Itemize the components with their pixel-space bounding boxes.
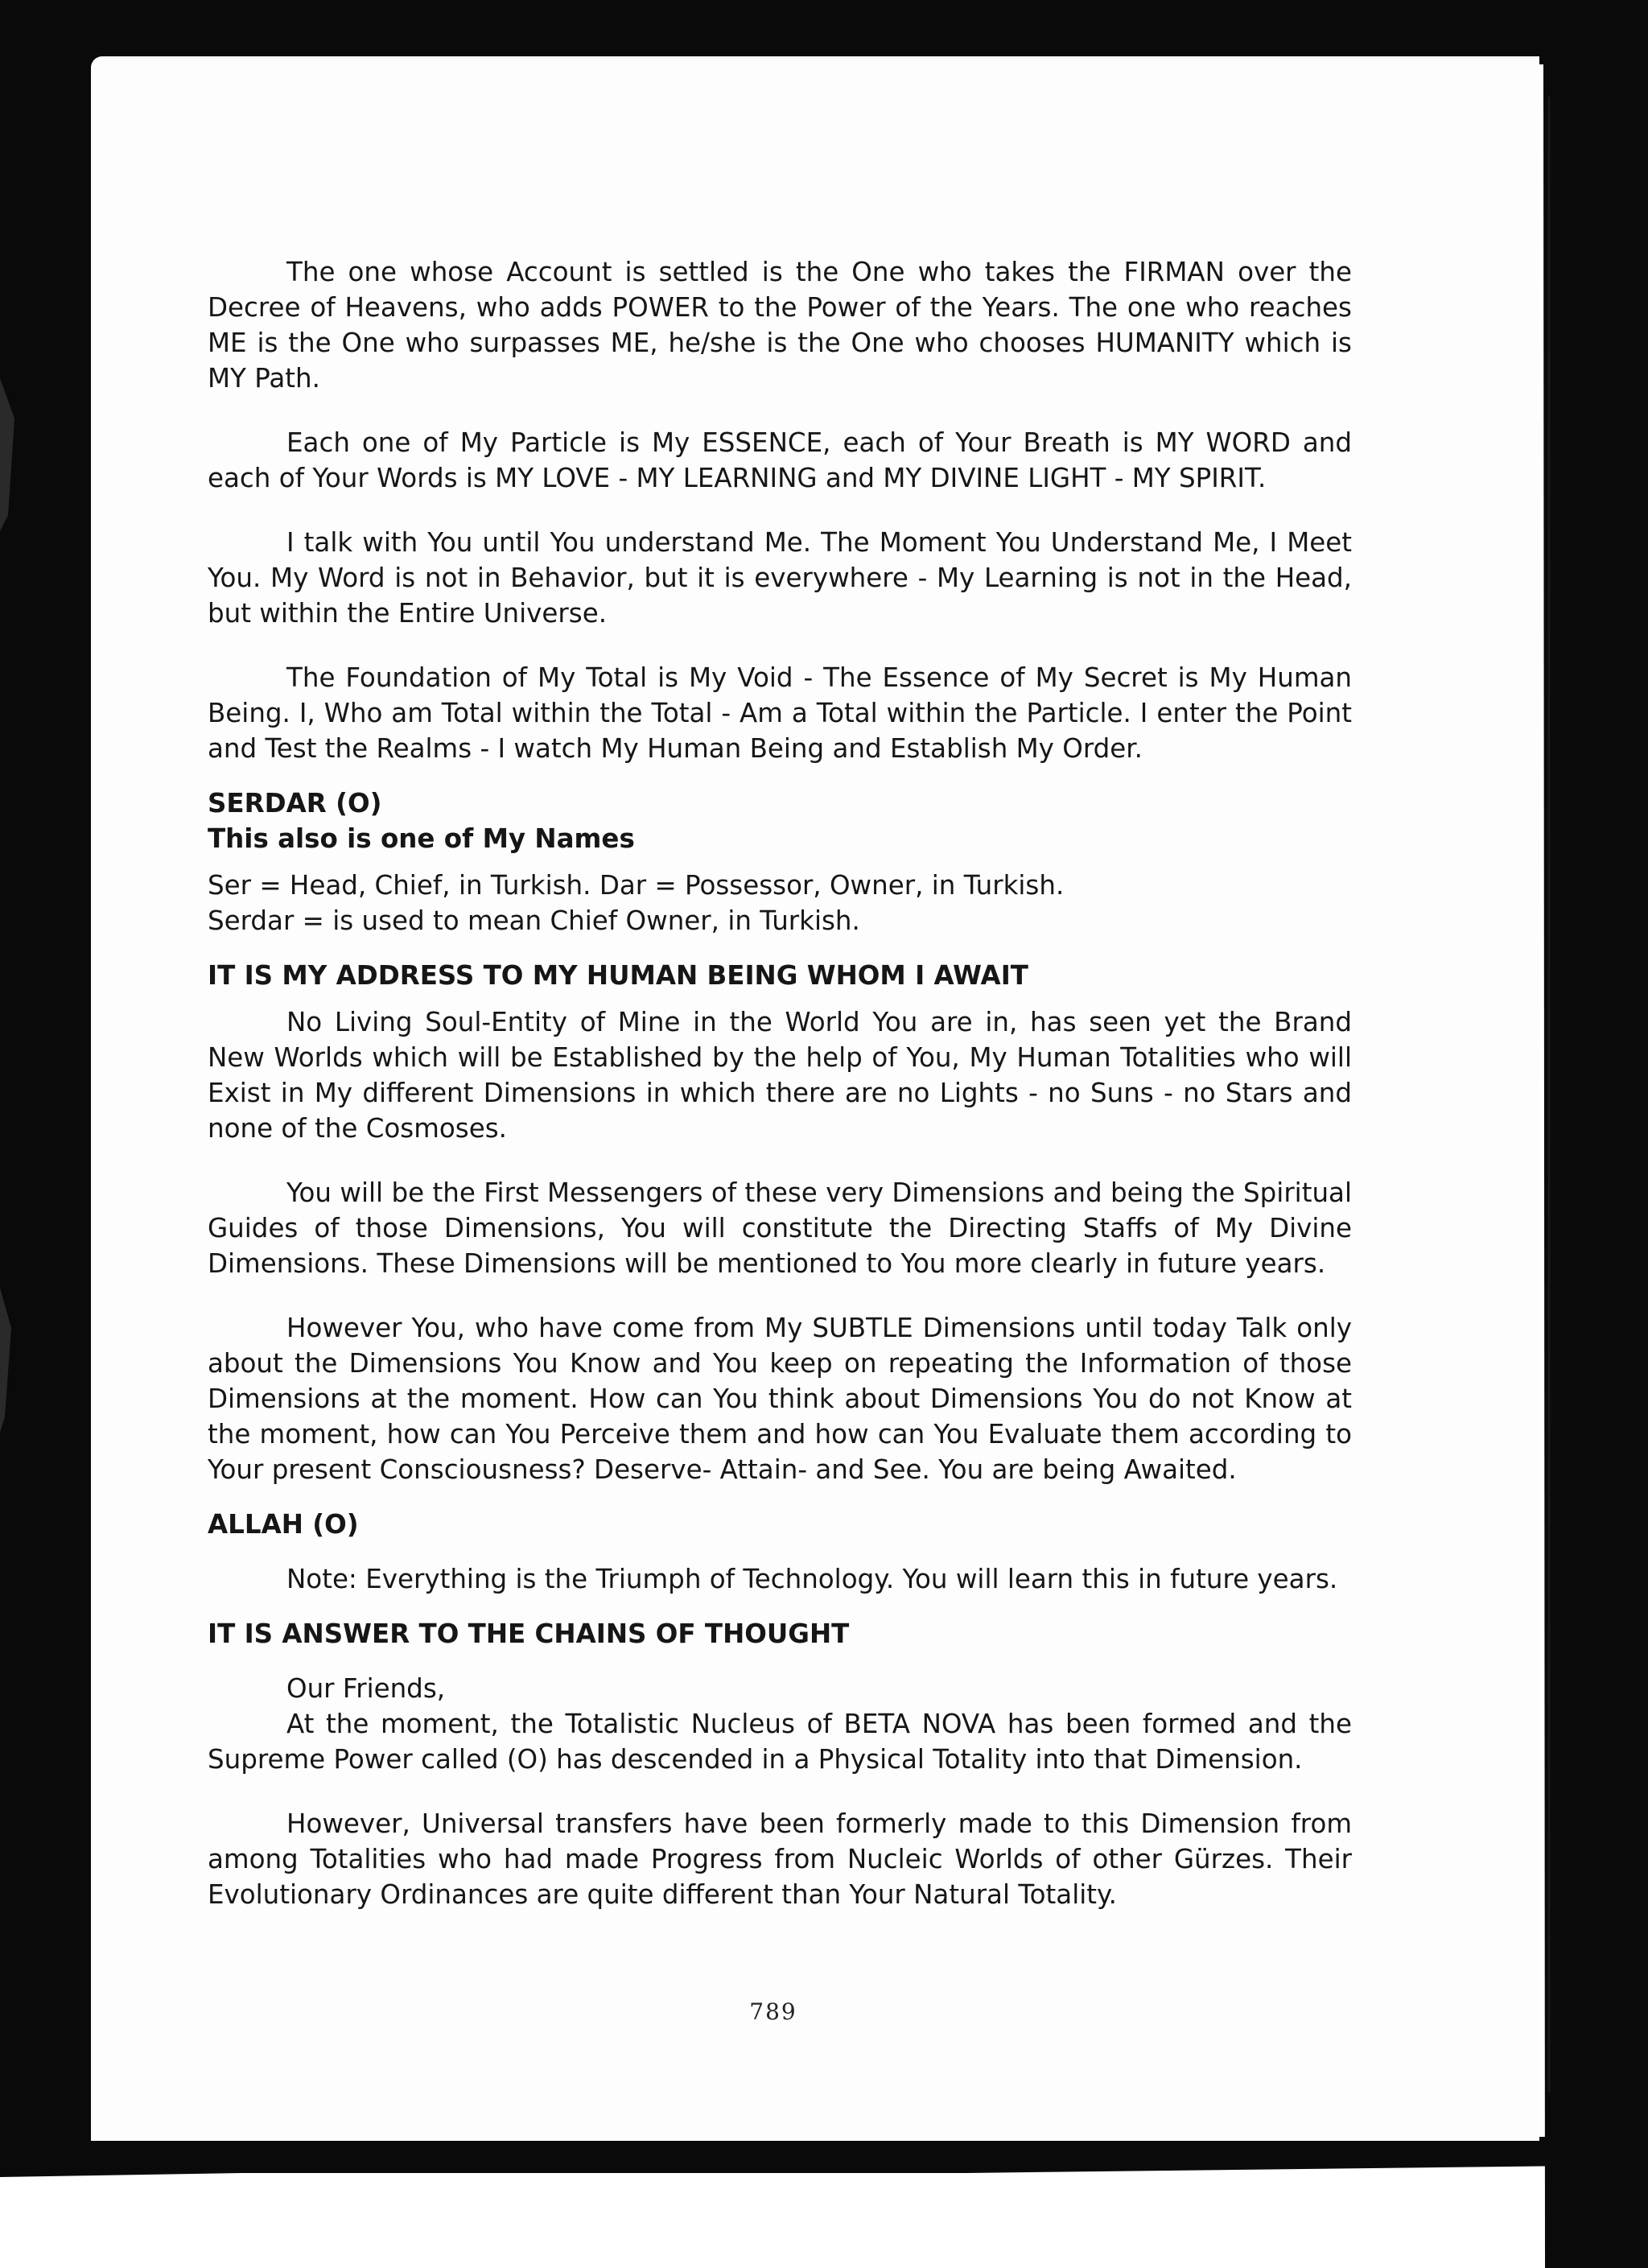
paragraph: The one whose Account is settled is the One who takes the FIRMAN over the Decree of Heavens, who adds POWER to the Power of the Years. The one who reaches ME is the One who surpasses ME, he/she is the One who chooses HUMANITY which is MY Path. — [208, 257, 1352, 394]
section-heading: IT IS ANSWER TO THE CHAINS OF THOUGHT — [208, 1619, 850, 1649]
note: Note: Everything is the Triumph of Technology. You will learn this in future years. — [286, 1564, 1338, 1594]
signature-serdar-subtitle: This also is one of My Names — [208, 823, 635, 854]
definition-line: Ser = Head, Chief, in Turkish. Dar = Possessor, Owner, in Turkish. — [208, 870, 1065, 901]
section-heading: IT IS MY ADDRESS TO MY HUMAN BEING WHOM I AWAIT — [208, 960, 1028, 991]
paragraph: You will be the First Messengers of these very Dimensions and being the Spiritual Guides of those Dimensions, You will constitute the Directing Staffs of My Divine Dimensions. These Dimensions will be mentioned to You more clearly in future years. — [208, 1177, 1352, 1279]
paragraph: I talk with You until You understand Me. The Moment You Understand Me, I Meet You. My Word is not in Behavior, but it is everywhere - My Learning is not in the Head, but within the Entire Universe. — [208, 527, 1352, 629]
salutation: Our Friends, — [286, 1673, 446, 1704]
page-body — [208, 254, 1352, 1912]
paragraph: However, Universal transfers have been formerly made to this Dimension from among Totalities who had made Progress from Nucleic Worlds of other Gürzes. Their Evolutionary Ordinances are quite different than Your Natural Totality. — [208, 1808, 1352, 1910]
page-number: 789 — [749, 1998, 797, 2025]
paragraph: No Living Soul-Entity of Mine in the World You are in, has seen yet the Brand New Worlds which will be Established by the help of You, My Human Totalities who will Exist in My different Dimensions in which there are no Lights - no Suns - no Stars and none of the Cosmoses. — [208, 1007, 1352, 1144]
signature-allah: ALLAH (O) — [208, 1509, 359, 1540]
definition-line: Serdar = is used to mean Chief Owner, in Turkish. — [208, 905, 860, 936]
paragraph: The Foundation of My Total is My Void - The Essence of My Secret is My Human Being. I, Who am Total within the Total - Am a Total within the Particle. I enter the Point and Test the Realms - I watch My Human Being and Establish My Order. — [208, 662, 1352, 764]
paragraph: Each one of My Particle is My ESSENCE, each of Your Breath is MY WORD and each of Your Words is MY LOVE - MY LEARNING and MY DIVINE LIGHT - MY SPIRIT. — [208, 427, 1352, 493]
paragraph: At the moment, the Totalistic Nucleus of BETA NOVA has been formed and the Supreme Power called (O) has descended in a Physical Totality into that Dimension. — [208, 1709, 1352, 1775]
signature-serdar: SERDAR (O) — [208, 788, 382, 819]
paragraph: However You, who have come from My SUBTLE Dimensions until today Talk only about the Dimensions You Know and You keep on repeating the Information of those Dimensions at the moment. How can You think about Dimensions You do not Know at the moment, how can You Perceive them and how can You Evaluate them according to Your present Consciousness? Deserve- Attain- and See. You are being Awaited. — [208, 1313, 1352, 1485]
